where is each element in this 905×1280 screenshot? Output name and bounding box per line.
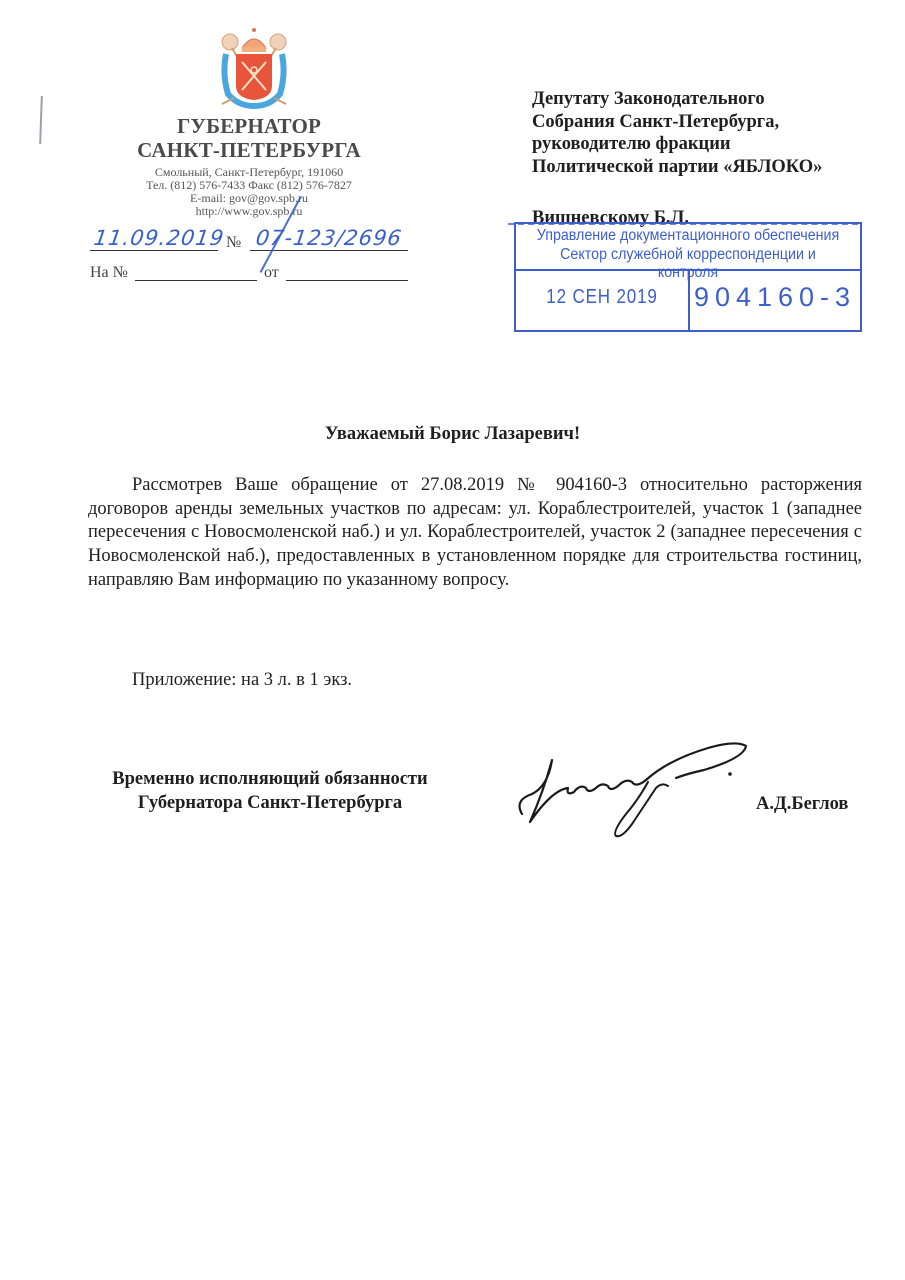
- attachment-note: Приложение: на 3 л. в 1 экз.: [132, 670, 353, 690]
- position-line: Временно исполняющий обязанности: [112, 769, 428, 789]
- stamp-number: 904160-3: [693, 282, 857, 312]
- number-label: №: [226, 234, 242, 251]
- reply-number-blank: [135, 280, 257, 281]
- letterhead-title: ГУБЕРНАТОР: [176, 114, 322, 138]
- registration-date: 11.09.2019: [92, 226, 226, 250]
- addressee-block: [532, 88, 822, 178]
- addressee-line: Собрания Санкт-Петербурга,: [532, 111, 780, 132]
- letterhead-email: E-mail: gov@gov.spb.ru: [190, 191, 308, 205]
- addressee-line: руководителю фракции: [532, 134, 731, 154]
- stamp-department: Управление документационного обеспечения: [536, 227, 840, 244]
- margin-pen-mark: [39, 96, 43, 144]
- date-underline: [90, 250, 218, 251]
- letterhead-website: http://www.gov.spb.ru: [195, 204, 303, 218]
- letterhead-address: Смольный, Санкт-Петербург, 191060: [154, 165, 344, 179]
- handwritten-signature-icon: [508, 730, 768, 850]
- letterhead-subtitle: САНКТ-ПЕТЕРБУРГА: [137, 138, 361, 162]
- stamp-sector: Сектор служебной корреспонденции и контроля: [560, 246, 816, 281]
- signatory-name: А.Д.Беглов: [756, 794, 849, 814]
- spb-coat-of-arms-icon: [208, 24, 300, 116]
- letter-body: Рассмотрев Ваше обращение от 27.08.2019 № 904160-3 относительно расторжения договоров аренды земельных участков по адресам: ул. Кораблестроителей, участок 1 (западнее пересечения с Новосмоленской наб.) и ул. Кораблестроителей, участок 2 (западнее пересечения с Новосмоленской наб.), предоставленных в установленном порядке для строительства гостиниц, направляю Вам информацию по указанному вопросу.: [88, 475, 862, 590]
- letterhead-phone-fax: Тел. (812) 576-7433 Факс (812) 576-7827: [146, 178, 352, 192]
- position-line: Губернатора Санкт-Петербурга: [137, 793, 403, 813]
- addressee-line: Депутату Законодательного: [532, 89, 765, 109]
- signatory-position: [88, 767, 452, 815]
- registration-stamp: [514, 222, 862, 332]
- from-label: от: [264, 264, 279, 281]
- number-underline: [250, 250, 408, 251]
- reply-date-blank: [286, 280, 408, 281]
- addressee-name: Вишневскому Б.Л.: [532, 208, 689, 228]
- reply-to-label: На №: [90, 264, 128, 281]
- stamp-date: 12 СЕН 2019: [546, 286, 658, 308]
- addressee-line: Политической партии «ЯБЛОКО»: [532, 156, 823, 177]
- registration-row: [90, 226, 410, 252]
- salutation: Уважаемый Борис Лазаревич!: [324, 424, 581, 444]
- reply-reference-row: [90, 262, 410, 284]
- registration-number: 07-123/2696: [254, 226, 404, 250]
